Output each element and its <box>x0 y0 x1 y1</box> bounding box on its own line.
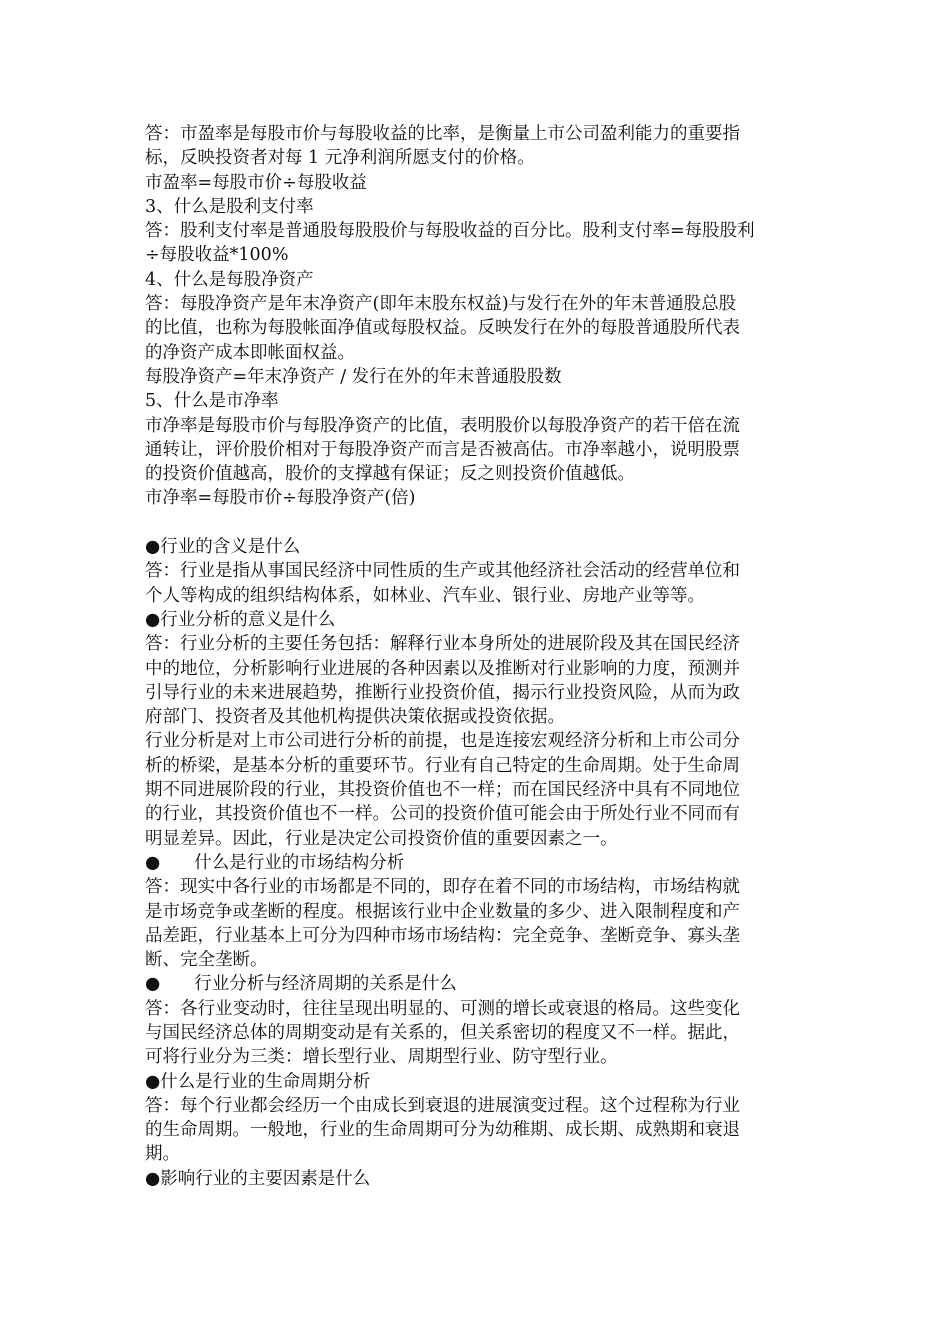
paragraph-line: 行业分析是对上市公司进行分析的前提，也是连接宏观经济分析和上市公司分 <box>145 731 740 752</box>
bullet-icon: ● <box>145 1071 161 1092</box>
formula-line: 每股净资产=年末净资产 / 发行在外的年末普通股股数 <box>145 366 562 387</box>
bullet-heading <box>145 1167 815 1191</box>
paragraph-line: 可将行业分为三类：增长型行业、周期型行业、防守型行业。 <box>145 1047 618 1068</box>
paragraph-line: 是市场竞争或垄断的程度。根据该行业中企业数量的多少、进入限制程度和产 <box>145 901 740 922</box>
paragraph-line: 明显差异。因此，行业是决定公司投资价值的重要因素之一。 <box>145 828 618 849</box>
paragraph-line: 标，反映投资者对每 1 元净利润所愿支付的价格。 <box>145 148 535 169</box>
paragraph-line: 期不同进展阶段的行业，其投资价值也不一样；而在国民经济中具有不同地位 <box>145 780 740 801</box>
paragraph-line: 答：行业分析的主要任务包括：解释行业本身所处的进展阶段及其在国民经济 <box>145 634 740 655</box>
paragraph-line: 个人等构成的组织结构体系，如林业、汽车业、银行业、房地产业等等。 <box>145 585 705 606</box>
heading-text: 行业分析的意义是什么 <box>160 609 336 630</box>
bullet-icon: ● <box>145 609 161 630</box>
paragraph-line: 答：股利支付率是普通股每股股价与每股收益的百分比。股利支付率=每股股利 <box>145 221 755 242</box>
paragraph-line: 引导行业的未来进展趋势，推断行业投资价值，揭示行业投资风险，从而为政 <box>145 682 740 703</box>
paragraph-line: 中的地位，分析影响行业进展的各种因素以及推断对行业影响的力度，预测并 <box>145 658 740 679</box>
paragraph-line: 的净资产成本即帐面权益。 <box>145 342 355 363</box>
heading-text: 影响行业的主要因素是什么 <box>160 1168 371 1189</box>
paragraph-line: 的投资价值越高，股价的支撑越有保证；反之则投资价值越低。 <box>145 464 635 485</box>
blank-line <box>145 511 815 535</box>
paragraph-line: 析的桥梁，是基本分析的重要环节。行业有自己特定的生命周期。处于生命周 <box>145 755 740 776</box>
question-heading: 5、什么是市净率 <box>145 391 279 412</box>
paragraph-line: 的生命周期。一般地，行业的生命周期可分为幼稚期、成长期、成熟期和衰退 <box>145 1120 740 1141</box>
paragraph-line: 的行业，其投资价值也不一样。公司的投资价值可能会由于所处行业不同而有 <box>145 804 740 825</box>
paragraph-line: 答：每股净资产是年末净资产(即年末股东权益)与发行在外的年末普通股总股 <box>145 294 737 315</box>
paragraph-line: 市净率是每股市价与每股净资产的比值，表明股价以每股净资产的若干倍在流 <box>145 415 740 436</box>
question-heading: 3、什么是股利支付率 <box>145 196 314 217</box>
paragraph-line: 答：行业是指从事国民经济中同性质的生产或其他经济社会活动的经营单位和 <box>145 561 740 582</box>
heading-text: 行业的含义是什么 <box>160 537 301 558</box>
paragraph-line: 的比值，也称为每股帐面净值或每股权益。反映发行在外的每股普通股所代表 <box>145 318 740 339</box>
bullet-icon: ● <box>145 852 161 873</box>
formula-line: 市净率=每股市价÷每股净资产(倍) <box>145 488 416 509</box>
bullet-heading <box>145 535 815 559</box>
paragraph-line: 通转让，评价股价相对于每股净资产而言是否被高估。市净率越小，说明股票 <box>145 439 740 460</box>
paragraph-line: ÷每股收益*100% <box>145 245 289 266</box>
question-heading: 4、什么是每股净资产 <box>145 269 314 290</box>
heading-text: 行业分析与经济周期的关系是什么 <box>194 974 457 995</box>
paragraph-line: 答：每个行业都会经历一个由成长到衰退的进展演变过程。这个过程称为行业 <box>145 1095 740 1116</box>
bullet-heading <box>145 972 815 996</box>
heading-text: 什么是行业的市场结构分析 <box>194 852 405 873</box>
bullet-icon: ● <box>145 974 161 995</box>
paragraph-line: 品差距，行业基本上可分为四种市场市场结构：完全竞争、垄断竞争、寡头垄 <box>145 925 740 946</box>
bullet-icon: ● <box>145 537 161 558</box>
paragraph-line: 答：市盈率是每股市价与每股收益的比率，是衡量上市公司盈利能力的重要指 <box>145 124 740 144</box>
paragraph-line: 答：各行业变动时，往往呈现出明显的、可测的增长或衰退的格局。这些变化 <box>145 998 740 1019</box>
formula-line: 市盈率=每股市价÷每股收益 <box>145 172 367 193</box>
paragraph-line: 答：现实中各行业的市场都是不同的，即存在着不同的市场结构，市场结构就 <box>145 877 740 898</box>
bullet-heading <box>145 1070 815 1094</box>
paragraph-line: 期。 <box>145 1144 180 1165</box>
bullet-heading <box>145 851 815 875</box>
bullet-heading <box>145 608 815 632</box>
heading-text: 什么是行业的生命周期分析 <box>160 1071 371 1092</box>
paragraph-line: 断、完全垄断。 <box>145 950 268 971</box>
paragraph-line: 与国民经济总体的周期变动是有关系的，但关系密切的程度又不一样。据此， <box>145 1022 740 1043</box>
paragraph-line: 府部门、投资者及其他机构提供决策依据或投资依据。 <box>145 707 565 728</box>
bullet-icon: ● <box>145 1168 161 1189</box>
document-page <box>145 122 815 1191</box>
